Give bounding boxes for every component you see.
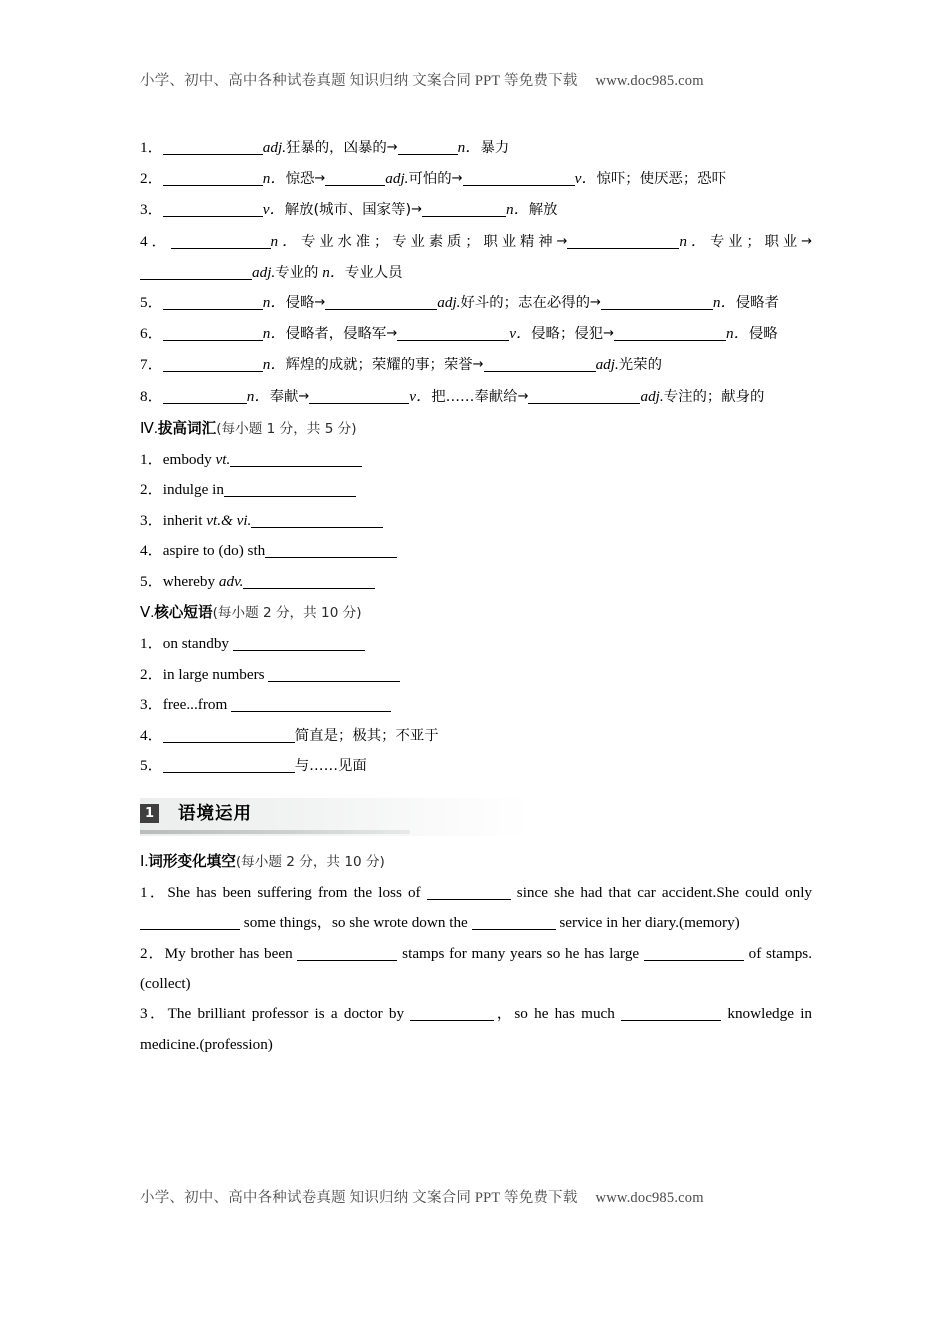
phrase-item xyxy=(140,690,812,721)
item-index: 1． xyxy=(140,139,163,156)
part-of-speech: adv. xyxy=(218,572,244,590)
section-i-title: 词形变化填空 xyxy=(148,852,236,870)
item-index: 6． xyxy=(140,325,163,343)
part-of-speech: n． xyxy=(270,232,301,250)
chinese-gloss: 侵略 xyxy=(748,326,778,343)
arrow-icon: → xyxy=(517,388,529,404)
section-i-questions xyxy=(140,878,812,1060)
chinese-gloss: 专业水准；专业素质；职业精神 xyxy=(301,233,557,250)
chinese-gloss: 解放 xyxy=(528,202,558,219)
item-index: 1． xyxy=(140,635,163,653)
section-v-dot: . xyxy=(150,604,155,622)
answer-blank[interactable] xyxy=(398,141,458,155)
answer-blank[interactable] xyxy=(463,172,575,186)
item-index: 2． xyxy=(140,170,163,188)
answer-blank[interactable] xyxy=(422,203,506,217)
phrase-term: free...from xyxy=(162,696,232,714)
answer-blank[interactable] xyxy=(163,141,263,155)
arrow-icon: → xyxy=(451,171,463,187)
part-of-speech: n． xyxy=(457,139,481,156)
vocabulary-term: inherit xyxy=(162,511,207,529)
vocabulary-item xyxy=(140,445,812,476)
item-index: 1． xyxy=(140,883,168,901)
part-of-speech: v． xyxy=(409,387,432,405)
answer-blank[interactable] xyxy=(163,358,263,372)
arrow-icon: → xyxy=(603,326,615,342)
question-text: since she had that car accident.She could only xyxy=(510,883,813,901)
banner-underline xyxy=(140,830,410,834)
section-iv-dot: . xyxy=(154,419,158,437)
item-index: 1． xyxy=(140,450,163,468)
part-of-speech: n． xyxy=(679,232,710,250)
arrow-icon: → xyxy=(411,202,422,218)
answer-blank[interactable] xyxy=(163,390,247,404)
section-iv-numeral: Ⅳ xyxy=(140,419,155,437)
section-iv-items xyxy=(140,445,812,598)
part-of-speech: adj. xyxy=(595,356,619,374)
item-index: 4． xyxy=(140,726,163,744)
chinese-gloss: 奉献 xyxy=(269,388,299,405)
answer-blank[interactable] xyxy=(601,296,713,310)
part-of-speech: n． xyxy=(262,325,286,343)
chinese-gloss: 专业的 xyxy=(275,264,319,281)
question-text: knowledge in medicine.(profession) xyxy=(140,1005,813,1053)
section-iv-title: 拔高词汇 xyxy=(157,419,217,437)
vocabulary-item xyxy=(140,475,812,506)
section-v-numeral: Ⅴ xyxy=(140,604,151,622)
part-of-speech: v． xyxy=(509,325,532,343)
part-of-speech: adj. xyxy=(262,139,286,156)
chinese-gloss: 专注的；献身的 xyxy=(663,388,765,405)
chinese-gloss: 专业；职业 xyxy=(709,233,802,250)
answer-blank[interactable] xyxy=(251,514,383,528)
answer-blank[interactable] xyxy=(644,947,744,961)
part-of-speech: n． xyxy=(262,170,286,188)
item-index: 5． xyxy=(140,294,163,312)
chinese-gloss: 简直是；极其；不亚于 xyxy=(294,727,439,744)
answer-blank[interactable] xyxy=(567,235,679,249)
answer-blank[interactable] xyxy=(163,759,295,773)
answer-blank[interactable] xyxy=(163,296,263,310)
question-text: My brother has been xyxy=(164,944,298,962)
item-index: 3． xyxy=(140,511,163,529)
chinese-gloss: 光荣的 xyxy=(618,357,662,374)
part-of-speech: adj. xyxy=(385,170,409,188)
word-formation-item xyxy=(140,164,812,195)
part-of-speech: vt. xyxy=(215,450,231,468)
running-footer-text: 小学、初中、高中各种试卷真题 知识归纳 文案合同 PPT 等免费下载 xyxy=(140,1190,578,1206)
part-of-speech: v． xyxy=(574,170,597,188)
section-v-heading xyxy=(140,597,812,629)
running-header xyxy=(140,69,820,90)
arrow-icon: → xyxy=(314,295,326,311)
arrow-icon: → xyxy=(472,357,484,373)
phrase-term: on standby xyxy=(162,635,233,653)
running-footer xyxy=(140,1186,820,1207)
phrase-item xyxy=(140,751,812,782)
answer-blank[interactable] xyxy=(297,947,397,961)
question-text: some things，so she wrote down the xyxy=(240,914,472,932)
question-text: stamps for many years so he has large xyxy=(397,944,644,962)
context-usage-banner xyxy=(140,798,530,836)
part-of-speech: n． xyxy=(262,356,286,374)
running-header-url: www.doc985.com xyxy=(595,73,704,89)
item-index: 3． xyxy=(140,201,163,219)
fill-in-question xyxy=(140,939,812,1000)
chinese-gloss: 可怕的 xyxy=(408,171,452,188)
part-of-speech: n． xyxy=(726,325,749,343)
arrow-icon: → xyxy=(556,233,568,249)
item-index: 7． xyxy=(140,356,163,374)
section-i-numeral: Ⅰ xyxy=(140,852,145,870)
phrase-item xyxy=(140,660,812,691)
answer-blank[interactable] xyxy=(140,266,252,280)
arrow-icon: → xyxy=(386,140,398,155)
chinese-gloss: 侵略 xyxy=(285,295,315,312)
item-index: 3． xyxy=(140,1005,168,1023)
chinese-gloss: 侵略；侵犯 xyxy=(531,326,604,343)
word-formation-item xyxy=(140,133,812,164)
item-index: 5． xyxy=(140,572,163,590)
chinese-gloss: 狂暴的，凶暴的 xyxy=(286,140,387,156)
answer-blank[interactable] xyxy=(484,358,596,372)
word-formation-item xyxy=(140,195,812,226)
answer-blank[interactable] xyxy=(528,390,640,404)
vocabulary-term: aspire to (do) sth xyxy=(162,542,266,560)
vocabulary-term: indulge in xyxy=(162,481,224,499)
answer-blank[interactable] xyxy=(163,172,263,186)
arrow-icon: → xyxy=(298,388,310,404)
part-of-speech: adj. xyxy=(437,294,461,312)
vocabulary-item xyxy=(140,536,812,567)
arrow-icon: → xyxy=(590,295,601,311)
running-footer-url: www.doc985.com xyxy=(595,1190,704,1206)
answer-blank[interactable] xyxy=(171,235,271,249)
item-index: 2． xyxy=(140,665,163,683)
chinese-gloss: 好斗的；志在必得的 xyxy=(460,295,591,312)
vocabulary-term: embody xyxy=(162,450,216,468)
item-index: 4． xyxy=(140,232,171,250)
part-of-speech: adj. xyxy=(640,387,664,405)
chinese-gloss: 侵略者 xyxy=(735,295,779,312)
answer-blank[interactable] xyxy=(325,296,437,310)
section-v-items xyxy=(140,629,812,782)
question-text: of stamps.(collect) xyxy=(140,944,812,993)
banner-title: 语境运用 xyxy=(178,803,252,824)
answer-blank[interactable] xyxy=(427,886,511,900)
arrow-icon: → xyxy=(386,326,398,342)
answer-blank[interactable] xyxy=(614,327,726,341)
chinese-gloss: 把……奉献给 xyxy=(431,388,518,405)
banner-number-badge: 1 xyxy=(140,804,159,823)
answer-blank[interactable] xyxy=(224,483,356,497)
fill-in-question xyxy=(140,878,812,939)
answer-blank[interactable] xyxy=(233,637,365,651)
chinese-gloss: 惊吓；使厌恶；恐吓 xyxy=(596,171,727,188)
chinese-gloss: 惊恐 xyxy=(285,171,315,188)
part-of-speech: n． xyxy=(318,263,345,281)
item-index: 3． xyxy=(140,696,163,714)
chinese-gloss: 暴力 xyxy=(480,140,510,156)
chinese-gloss: 解放(城市、国家等) xyxy=(284,202,412,219)
answer-blank[interactable] xyxy=(309,390,409,404)
chinese-gloss: 辉煌的成就；荣耀的事；荣誉 xyxy=(285,357,473,374)
answer-blank[interactable] xyxy=(621,1007,721,1021)
answer-blank[interactable] xyxy=(268,668,400,682)
item-index: 8． xyxy=(140,387,163,405)
answer-blank[interactable] xyxy=(265,544,397,558)
section-i-heading xyxy=(140,846,812,878)
answer-blank[interactable] xyxy=(472,916,556,930)
arrow-icon: → xyxy=(314,171,326,187)
part-of-speech: n． xyxy=(505,201,529,219)
part-of-speech: vt.& vi. xyxy=(206,511,252,529)
word-formation-item xyxy=(140,288,812,319)
item-index: 4． xyxy=(140,542,163,560)
vocabulary-term: whereby xyxy=(162,572,219,590)
word-formation-item xyxy=(140,319,812,350)
answer-blank[interactable] xyxy=(163,327,263,341)
word-formation-list xyxy=(140,133,812,413)
item-index: 5． xyxy=(140,757,163,775)
answer-blank[interactable] xyxy=(243,575,375,589)
part-of-speech: n． xyxy=(262,294,286,312)
word-formation-item xyxy=(140,382,812,413)
vocabulary-item xyxy=(140,567,812,598)
document-content xyxy=(140,133,812,1060)
section-i-score: (每小题 2 分，共 10 分) xyxy=(235,853,385,870)
part-of-speech: n． xyxy=(712,294,736,312)
answer-blank[interactable] xyxy=(325,172,385,186)
answer-blank[interactable] xyxy=(397,327,509,341)
question-text: service in her diary.(memory) xyxy=(555,914,740,932)
item-index: 2． xyxy=(140,481,163,499)
answer-blank[interactable] xyxy=(230,453,362,467)
chinese-gloss: 专业人员 xyxy=(344,264,403,281)
question-text: The brilliant professor is a doctor by xyxy=(167,1005,411,1023)
chinese-gloss: 与……见面 xyxy=(294,758,367,775)
word-formation-item xyxy=(140,227,812,288)
part-of-speech: adj. xyxy=(252,263,276,281)
section-v-title: 核心短语 xyxy=(154,604,213,622)
part-of-speech: v． xyxy=(262,201,285,219)
section-iv-score: (每小题 1 分，共 5 分) xyxy=(216,420,357,437)
phrase-item xyxy=(140,721,812,752)
question-text: She has been suffering from the loss of xyxy=(167,883,427,901)
word-formation-item xyxy=(140,350,812,381)
arrow-icon: → xyxy=(801,233,812,249)
vocabulary-item xyxy=(140,506,812,537)
question-text: ，so he has much xyxy=(494,1005,622,1023)
phrase-term: in large numbers xyxy=(162,665,269,683)
section-v-score: (每小题 2 分，共 10 分) xyxy=(212,605,362,622)
answer-blank[interactable] xyxy=(231,698,391,712)
chinese-gloss: 侵略者，侵略军 xyxy=(285,326,387,343)
fill-in-question xyxy=(140,999,812,1060)
answer-blank[interactable] xyxy=(140,916,240,930)
answer-blank[interactable] xyxy=(163,203,263,217)
running-header-text: 小学、初中、高中各种试卷真题 知识归纳 文案合同 PPT 等免费下载 xyxy=(140,73,578,89)
item-index: 2． xyxy=(140,944,165,962)
section-iv-heading xyxy=(140,413,812,445)
section-i-dot: . xyxy=(144,852,149,870)
answer-blank[interactable] xyxy=(410,1007,494,1021)
phrase-item xyxy=(140,629,812,660)
part-of-speech: n． xyxy=(246,387,270,405)
answer-blank[interactable] xyxy=(163,729,295,743)
